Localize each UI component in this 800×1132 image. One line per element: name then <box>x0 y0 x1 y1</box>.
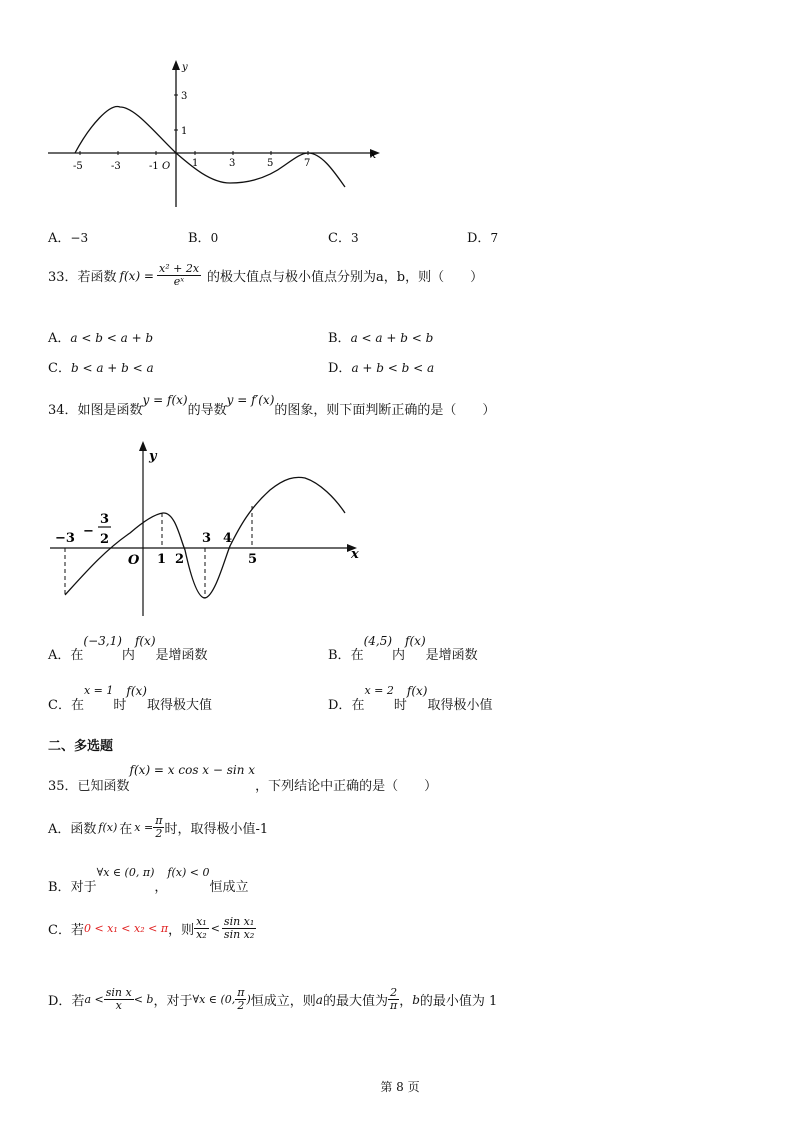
graph2-label-1: 1 <box>157 552 167 567</box>
graph1-tick-x: 7 <box>304 158 311 169</box>
graph1-tick-y: 1 <box>181 126 188 137</box>
q33-option-c: C．b < a + b < a <box>48 361 154 376</box>
q32-option-a: A．−3 <box>48 231 89 246</box>
graph1-x-label: x <box>370 148 377 161</box>
graph1-y-label: y <box>182 62 188 73</box>
q33-stem: 33．若函数 f(x) = $\frac{\text{x² + 2x}}{\text{eˣ}}$ 的极大值点与极小值点分别为a，b，则（ ） <box>48 262 484 289</box>
graph2-label-4: 4 <box>223 531 233 546</box>
section-title: 二、多选题 <box>48 739 114 754</box>
graph-2 <box>45 438 370 623</box>
graph1-tick-x: 5 <box>267 158 274 169</box>
q34-option-c: C． 在 x = 1 时 f(x) 取得极大值 <box>48 684 212 713</box>
graph2-label-neg-sign: − <box>83 524 94 539</box>
graph2-origin: O <box>128 553 140 568</box>
graph2-label-2: 2 <box>175 552 185 567</box>
graph2-y-label: y <box>149 449 157 464</box>
q35-stem: 35．已知函数 f(x) = x cos x − sin x ，下列结论中正确的是（ ） <box>48 763 438 794</box>
q33-option-a: A．a < b < a + b <box>48 331 154 346</box>
q35-option-b: B． 对于 ∀x ∈ (0, π) ， f(x) < 0 恒成立 <box>48 866 249 895</box>
graph2-label-3: 3 <box>202 531 212 546</box>
graph2-label-neg3: −3 <box>55 531 75 546</box>
q32-option-d: D．7 <box>467 231 499 246</box>
q34-stem: 34．如图是函数 y = f(x) 的导数 y = f′(x) 的图象，则下面判断正确的是（ ） <box>48 393 496 418</box>
q34-option-d: D． 在 x = 2 时 f(x) 取得极小值 <box>328 684 493 713</box>
q35-option-a: A． 函数 f(x) 在 x = $\frac{\pi}{2}$ 时，取得极小值-1 <box>48 814 269 841</box>
q35-option-c: C． 若 0 < x₁ < x₂ < π ，则 $\frac{\text{x₁}}{\text{x₂}}$ < $\frac{\text{sin x₁}}{\text{sin x₂}}$ <box>48 915 255 942</box>
graph2-label-5: 5 <box>248 552 258 567</box>
graph2-x-label: x <box>351 547 359 562</box>
q35-c-condition: 0 < x₁ < x₂ < π <box>83 922 169 936</box>
graph1-tick-x: 1 <box>192 158 199 169</box>
q33-option-b: B．a < a + b < b <box>328 331 434 346</box>
q32-option-b: B．0 <box>188 231 219 246</box>
graph2-label-frac-num: 3 <box>100 512 110 527</box>
graph1-tick-x: -1 <box>149 161 159 172</box>
graph1-tick-x: -5 <box>73 161 83 172</box>
q35-option-d: D． 若 a < $\frac{\text{sin x}}{x}$ < b ，对于 ∀x ∈ (0, $\frac{\pi}{2}$ ) 恒成立，则 a 的最大值为 $\frac{2}{\pi}$ ， b 的最小值为 1 <box>48 986 498 1013</box>
graph-1 <box>40 55 390 215</box>
q32-option-c: C．3 <box>328 231 359 246</box>
graph1-tick-y: 3 <box>181 91 188 102</box>
q34-option-b: B． 在 (4,5) 内 f(x) 是增函数 <box>328 634 478 663</box>
q34-option-a: A． 在 (−3,1) 内 f(x) 是增函数 <box>48 634 208 663</box>
graph1-tick-x: -3 <box>111 161 121 172</box>
page-number: 第 8 页 <box>380 1080 420 1094</box>
q33-option-d: D．a + b < b < a <box>328 361 435 376</box>
graph1-tick-x: 3 <box>229 158 236 169</box>
graph2-label-frac-den: 2 <box>100 532 110 547</box>
graph1-origin: O <box>162 161 171 172</box>
